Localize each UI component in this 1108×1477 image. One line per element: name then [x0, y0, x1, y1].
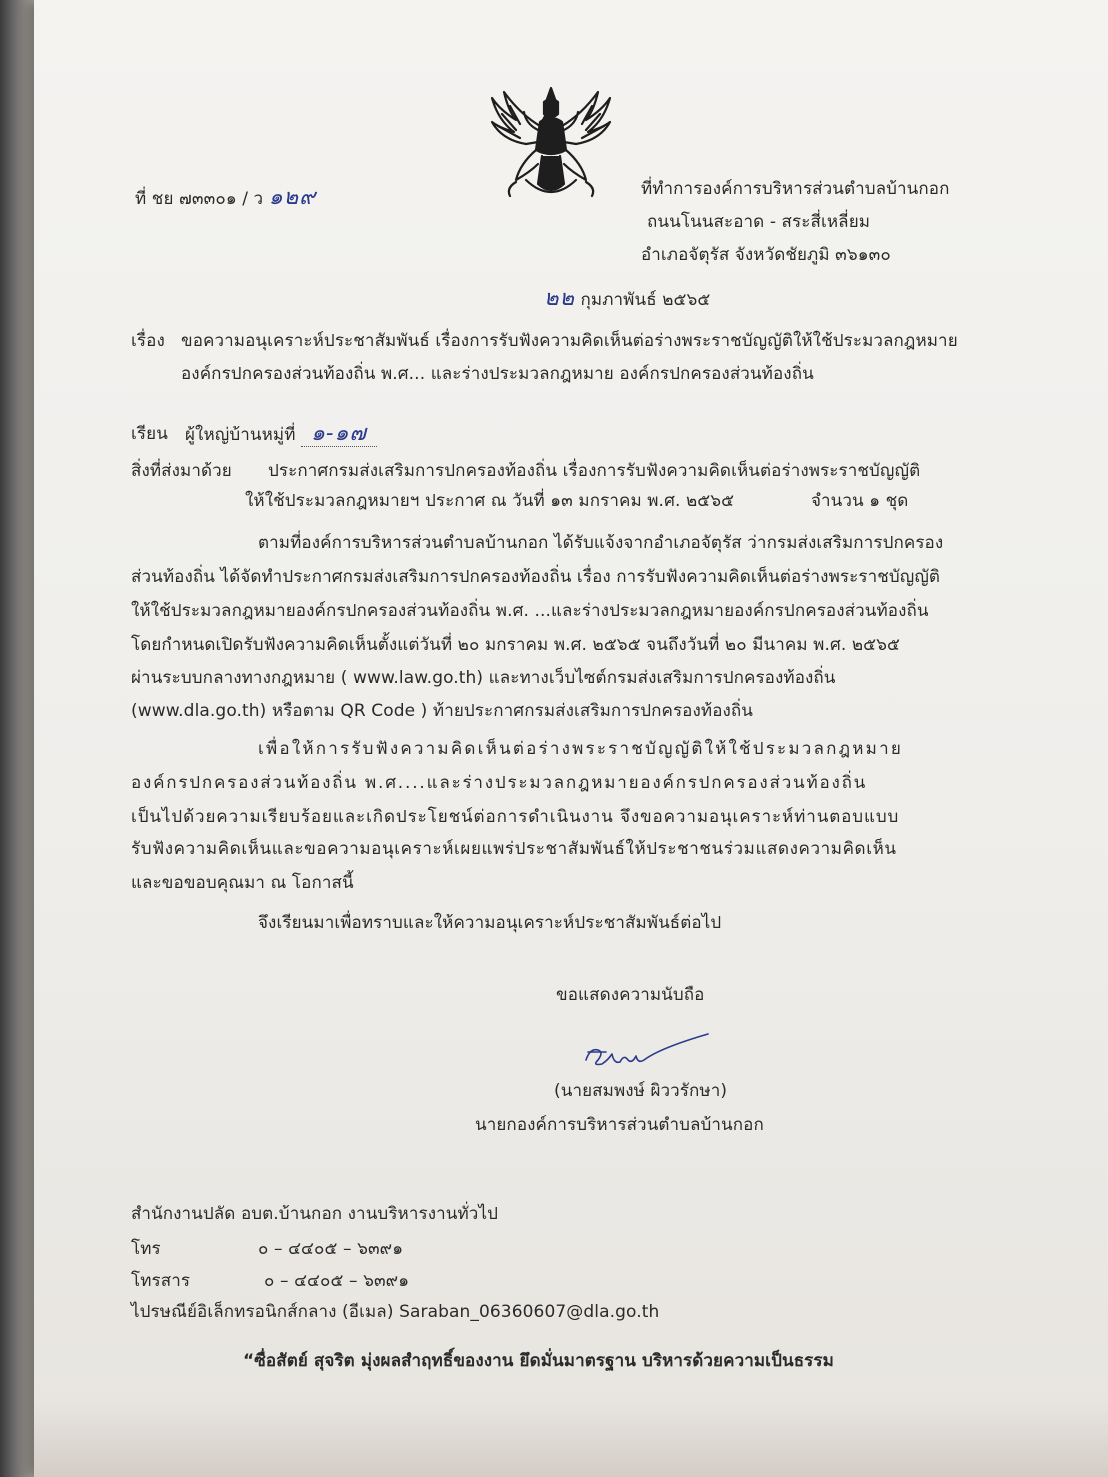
subject-line-1: ขอความอนุเคราะห์ประชาสัมพันธ์ เรื่องการรับฟังความคิดเห็นต่อร่างพระราชบัญญัติให้ใช้ประมวลกฎหมาย: [181, 331, 958, 351]
recipient: [185, 423, 377, 446]
body-para-1-line-3: ให้ใช้ประมวลกฎหมายองค์กรปกครองส่วนท้องถิ่น พ.ศ. ...และร่างประมวลกฎหมายองค์กรปกครองส่วนท้องถิ่น: [131, 601, 929, 621]
contact-phone-label: โทร: [131, 1239, 161, 1259]
contact-email: [131, 1301, 659, 1323]
contact-phone: ๐ – ๔๔๐๕ – ๖๓๙๑: [258, 1239, 404, 1259]
body-para-1-line-4: โดยกำหนดเปิดรับฟังความคิดเห็นตั้งแต่วันที่ ๒๐ มกราคม พ.ศ. ๒๕๖๕ จนถึงวันที่ ๒๐ มีนาคม พ.ศ. ๒๕๖๕: [131, 635, 900, 655]
recipient-label: เรียน: [131, 424, 168, 444]
body-para-2-line-5: และขอขอบคุณมา ณ โอกาสนี้: [131, 873, 354, 893]
motto: “ซื่อสัตย์ สุจริต มุ่งผลสำฤทธิ์ของงาน ยึดมั่นมาตรฐาน บริหารด้วยความเป็นธรรม: [243, 1351, 834, 1371]
contact-email-label: ไปรษณีย์อิเล็กทรอนิกส์กลาง (อีเมล): [131, 1302, 394, 1322]
body-para-1-line-6: (www.dla.go.th) หรือตาม QR Code ) ท้ายประกาศกรมส่งเสริมการปกครองท้องถิ่น: [131, 701, 754, 721]
enclosure-quantity: จำนวน ๑ ชุด: [811, 491, 909, 511]
office-address-line-1: ที่ทำการองค์การบริหารส่วนตำบลบ้านกอก: [641, 179, 950, 199]
date-day-handwritten: ๒๒: [544, 286, 576, 311]
doc-number: [135, 187, 316, 210]
signer-name: (นายสมพงษ์ ผิววรักษา): [554, 1081, 728, 1101]
date-month-year: กุมภาพันธ์ ๒๕๖๕: [580, 290, 711, 310]
letter-date: [544, 288, 710, 311]
subject-label: เรื่อง: [131, 331, 165, 351]
contact-office: สำนักงานปลัด อบต.บ้านกอก งานบริหารงานทั่วไป: [131, 1204, 498, 1224]
office-address-line-2: ถนนโนนสะอาด - สระสี่เหลี่ยม: [647, 212, 871, 232]
enclosure-label: สิ่งที่ส่งมาด้วย: [131, 461, 232, 481]
garuda-emblem-icon: [486, 84, 616, 206]
subject-line-2: องค์กรปกครองส่วนท้องถิ่น พ.ศ... และร่างประมวลกฎหมาย องค์กรปกครองส่วนท้องถิ่น: [181, 364, 814, 384]
signer-position: นายกองค์การบริหารส่วนตำบลบ้านกอก: [475, 1115, 764, 1135]
body-para-2-line-2: องค์กรปกครองส่วนท้องถิ่น พ.ศ....และร่างประมวลกฎหมายองค์กรปกครองส่วนท้องถิ่น: [131, 773, 868, 793]
office-address-line-3: อำเภอจัตุรัส จังหวัดชัยภูมิ ๓๖๑๓๐: [641, 245, 891, 265]
complimentary-close: ขอแสดงความนับถือ: [556, 985, 705, 1005]
contact-fax: ๐ – ๔๔๐๕ – ๖๓๙๑: [264, 1271, 410, 1291]
contact-email-address: Saraban_06360607@dla.go.th: [399, 1302, 660, 1322]
closing-line: จึงเรียนมาเพื่อทราบและให้ความอนุเคราะห์ประชาสัมพันธ์ต่อไป: [258, 913, 722, 933]
body-para-2-line-4: รับฟังความคิดเห็นและขอความอนุเคราะห์เผยแพร่ประชาสัมพันธ์ให้ประชาชนร่วมแสดงความคิดเห็น: [131, 839, 897, 859]
enclosure-line-1: ประกาศกรมส่งเสริมการปกครองท้องถิ่น เรื่องการรับฟังความคิดเห็นต่อร่างพระราชบัญญัติ: [268, 461, 921, 481]
photo-bottom-shadow: [34, 1400, 1108, 1477]
recipient-handwritten: ๑-๑๗: [301, 421, 377, 447]
doc-number-handwritten: ๑๒๙: [268, 185, 317, 210]
doc-number-prefix: ที่ ชย ๗๓๓๐๑ / ว: [135, 189, 264, 209]
body-para-2-line-3: เป็นไปด้วยความเรียบร้อยและเกิดประโยชน์ต่อการดำเนินงาน จึงขอความอนุเคราะห์ท่านตอบแบบ: [131, 807, 900, 827]
body-para-1-line-5: ผ่านระบบกลางทางกฎหมาย ( www.law.go.th) และทางเว็บไซต์กรมส่งเสริมการปกครองท้องถิ่น: [131, 668, 836, 688]
recipient-text: ผู้ใหญ่บ้านหมู่ที่: [185, 425, 296, 445]
body-para-1-line-2: ส่วนท้องถิ่น ได้จัดทำประกาศกรมส่งเสริมการปกครองท้องถิ่น เรื่อง การรับฟังความคิดเห็นต่อร่างพระราชบัญญัติ: [131, 567, 941, 587]
handwritten-signature: [582, 1030, 712, 1074]
body-para-1-line-1: ตามที่องค์การบริหารส่วนตำบลบ้านกอก ได้รับแจ้งจากอำเภอจัตุรัส ว่ากรมส่งเสริมการปกครอง: [258, 533, 944, 553]
enclosure-line-2: ให้ใช้ประมวลกฎหมายฯ ประกาศ ณ วันที่ ๑๓ มกราคม พ.ศ. ๒๕๖๕: [245, 491, 735, 511]
letter-page: [34, 0, 1108, 1477]
contact-fax-label: โทรสาร: [131, 1271, 191, 1291]
body-para-2-line-1: เพื่อให้การรับฟังความคิดเห็นต่อร่างพระราชบัญญัติให้ใช้ประมวลกฎหมาย: [258, 739, 903, 759]
